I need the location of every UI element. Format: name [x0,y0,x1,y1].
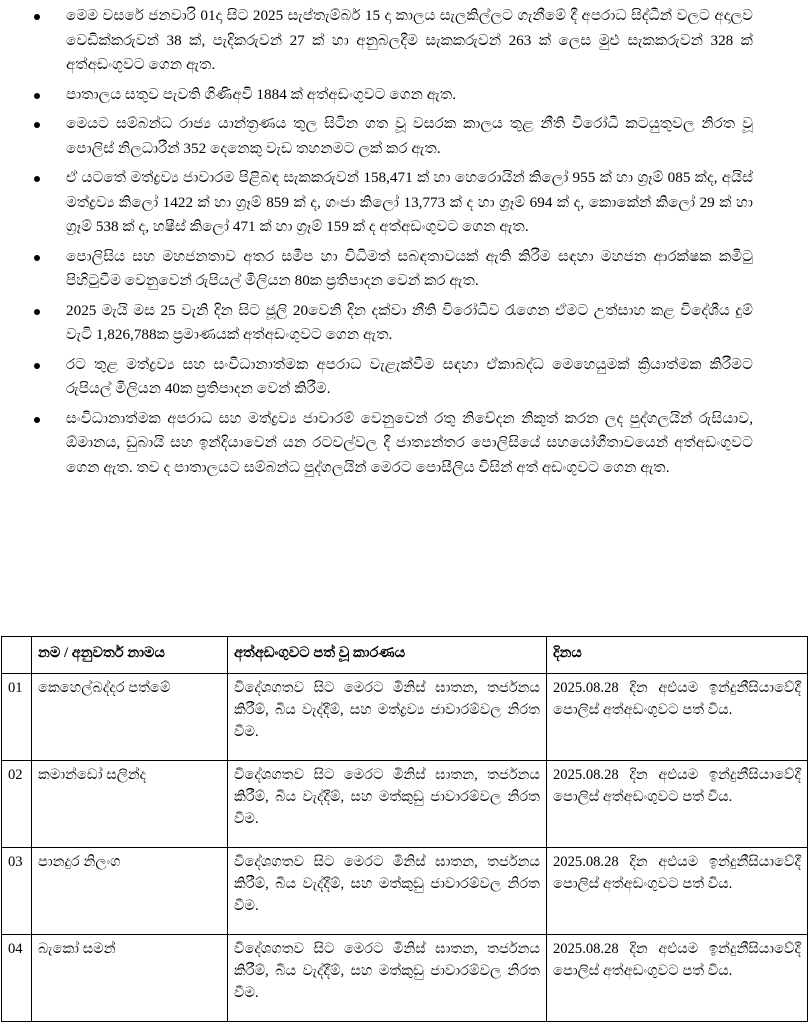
bullet-dot-icon [34,14,40,20]
bullet-text: පොලිසිය සහ මහජනතාව අතර සමීප හා විධිමත් සබඳතාවයක් ඇති කිරීම සඳහා මහජන ආරක්ෂක කමිටු පිහිටුවීම වෙනුවෙන් රුපියල් මිලියන 80ක ප්‍රතිපාදන වෙන් කර ඇත. [66,247,753,289]
bullet-list [0,4,809,485]
table-header-row [2,637,808,674]
bullet-item-public-security-committees [0,245,809,294]
row-number: 04 [2,935,32,1022]
row-number: 02 [2,761,32,848]
arrests-table [1,636,808,1022]
header-reason: අත්අඩංගුවට පත් වූ කාරණය [228,637,547,674]
bullet-dot-icon [34,176,40,182]
row-reason: විදේශගතව සිට මෙරට මිනිස් ඝාතන, තර්ජනය කිරීම්, බිය වැද්දීම්, සහ මත්කුඩු ජාවාරම්වල නිරත වීම. [228,848,547,935]
row-name: කමාන්ඩෝ සලින්ද [32,761,228,848]
bullet-item-police-suspensions [0,112,809,161]
row-date: 2025.08.28 දින අළුයම ඉන්දුනීසියාවේදී පොලිස් අත්අඩංගුවට පත් විය. [547,674,808,761]
bullet-item-cigarette-seizure [0,299,809,348]
bullet-dot-icon [34,363,40,369]
bullet-text: ඒ යටතේ මත්ද්‍රව්‍ය ජාවාරම පිළිබඳ සැකකරුවන් 158,471 ක් හා හෙරොයින් කිලෝ 955 ක් හා ග්‍රෑම් 085 ක්ද, අයිස් මත්ද්‍රව්‍ය කිලෝ 1422 ක් හා ග්‍රෑම් 859 ක් ද, ගංජා කිලෝ 13,773 ක් ද හා ග්‍රෑම් 694 ක් ද, කොකේන් කිලෝ 29 ක් හා ග්‍රෑම් 538 ක් ද, හෂීස් කිලෝ 471 ක් හා ග්‍රෑම් 159 ක් ද අත්අඩංගුවට ගෙන ඇත. [66,169,753,235]
bullet-text: පාතාලය සතුව පැවති ගිණිඅවි 1884 ක් අත්අඩංගුවට ගෙන ඇත. [66,85,457,103]
bullet-dot-icon [34,255,40,261]
bullet-text: මෙයට සම්බන්ධ රාජ්‍ය යාන්ත්‍රණය තුල සිටින ගත වූ වසරක කාලය තුළ නීති විරෝධී කටයුතුවල නිරත වූ පොලිස් නිලධාරීන් 352 දෙනෙකු වැඩ තහනමට ලක් කර ඇත. [66,115,753,157]
row-name: බැකෝ සමන් [32,935,228,1022]
row-date: 2025.08.28 දින අළුයම ඉන්දුනීසියාවේදී පොලිස් අත්අඩංගුවට පත් විය. [547,761,808,848]
row-reason: විදේශගතව සිට මෙරට මිනිස් ඝාතන, තර්ජනය කිරීම්, බිය වැද්දීම්, සහ මත්කුඩු ජාවාරම්වල නිරත වීම. [228,761,547,848]
bullet-dot-icon [34,309,40,315]
bullet-text: රට තුළ මත්ද්‍රව්‍ය සහ සංවිධානාත්මක අපරාධ වැළැක්වීම සඳහා ඒකාබද්ධ මෙහෙයුමක් ක්‍රියාත්මක කිරීමට රුපියල් මිලියන 40ක ප්‍රතිපාදන වෙන් කිරීම. [66,355,753,397]
bullet-item-drug-seizures [0,166,809,240]
bullet-item-joint-operation-funding [0,353,809,402]
row-date: 2025.08.28 දින අළුයම ඉන්දුනීසියාවේදී පොලිස් අත්අඩංගුවට පත් විය. [547,848,808,935]
table-row [2,848,808,935]
bullet-item-firearms [0,83,809,108]
bullet-dot-icon [34,93,40,99]
row-reason: විදේශගතව සිට මෙරට මිනිස් ඝාතන, තර්ජනය කිරීම්, බිය වැද්දීම්, සහ මත්ද්‍රව්‍ය ජාවාරම්වල නිරත වීම. [228,674,547,761]
bullet-text: මෙම වසරේ ජනවාරි 01දා සිට 2025 සැප්තැම්බර් 15 දා කාලය සැලකිල්ලට ගැනීමේ දී අපරාධ සිද්ධීන් වලට අදාලව වෙඩික්කරුවන් 38 ක්, පැදිකරුවන් 27 ක් හා අනුබලදීම සැකකරුවන් 263 ක් ලෙස මුළු සැකකරුවන් 328 ක් අත්අඩංගුවට ගෙන ඇත. [66,7,753,73]
table-row [2,761,808,848]
bullet-text: 2025 මැයි මස 25 වැනි දින සිට ජූලි 20වෙනි දින දක්වා නීති විරෝධීව රැගෙන ඒමට උත්සාහ කළ විදේශීය දුම් වැටි 1,826,788ක ප්‍රමාණයක් අත්අඩංගුවට ගෙන ඇත. [66,301,753,343]
row-number: 01 [2,674,32,761]
row-reason: විදේශගතව සිට මෙරට මිනිස් ඝාතන, තර්ජනය කිරීම්, බිය වැද්දීම්, සහ මත්කුඩු ජාවාරම්වල නිරත වීම. [228,935,547,1022]
bullet-dot-icon [34,122,40,128]
bullet-item-red-notice-arrests [0,407,809,481]
bullet-text: සංවිධානාත්මක අපරාධ සහ මත්ද්‍රව්‍ය ජාවාරම් වෙනුවෙන් රතු නිවේදන නිකුත් කරන ලද පුද්ගලයින් රුසියාව, ඕමානය, ඩුබායි සහ ඉන්දියාවෙන් යන රටවල්වල දී ජාත්‍යන්තර පොලිසියේ සහයෝගීතාවයෙන් අත්අඩංගුවට ගෙන ඇත. තව ද පාතාලයට සම්බන්ධ පුද්ගලයින් මෙරට පොසීලිය විසින් අත් අඩංගුවට ගෙන ඇත. [66,409,753,476]
table-row [2,935,808,1022]
header-number [2,637,32,674]
bullet-dot-icon [34,417,40,423]
row-number: 03 [2,848,32,935]
header-name: නම / අනුවර්ත නාමය [32,637,228,674]
row-date: 2025.08.28 දින අළුයම ඉන්දුනීසියාවේදී පොලිස් අත්අඩංගුවට පත් විය. [547,935,808,1022]
row-name: පානදුර නිලංග [32,848,228,935]
bullet-item-arrests-summary [0,4,809,78]
header-date: දිනය [547,637,808,674]
row-name: කෙහෙල්බද්දර පත්මේ [32,674,228,761]
table-row [2,674,808,761]
